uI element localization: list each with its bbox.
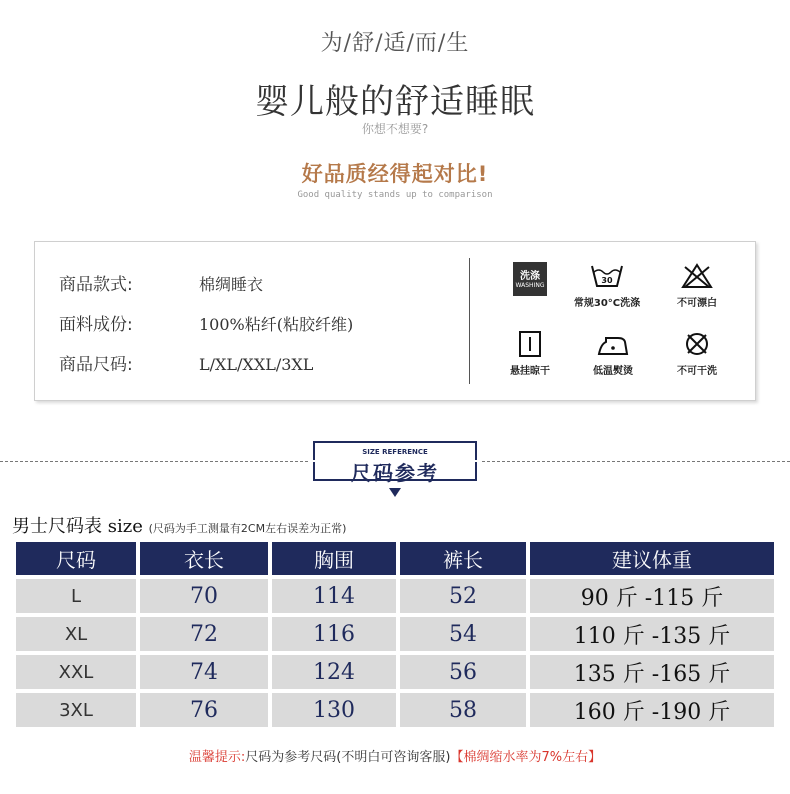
- table-cell: 90 斤 -115 斤: [530, 579, 774, 613]
- size-reference-title: 尺码参考: [351, 461, 439, 485]
- washing-en: WASHING: [515, 282, 545, 289]
- table-cell: XXL: [16, 655, 136, 689]
- care-label: 不可漂白: [677, 298, 717, 309]
- divider: [469, 258, 470, 384]
- product-row-style: [59, 270, 263, 295]
- table-cell: 52: [400, 579, 526, 613]
- table-cell: 72: [140, 617, 268, 651]
- care-item: [490, 330, 570, 377]
- table-cell: 58: [400, 693, 526, 727]
- care-item: [657, 262, 737, 309]
- quality-slogan: 好品质经得起对比!: [301, 162, 489, 186]
- column-header: 胸围: [272, 542, 396, 575]
- table-row: [16, 617, 774, 651]
- table-cell: 130: [272, 693, 396, 727]
- no-bleach-icon: [680, 262, 714, 290]
- question-text: 你想不想要?: [361, 122, 429, 136]
- product-label: 商品尺码:: [59, 355, 133, 375]
- washing-cn: 洗涤: [520, 271, 540, 282]
- dashed-divider-right: [482, 461, 790, 462]
- chart-note: (尺码为手工测量有2CM左右误差为正常): [148, 522, 347, 535]
- chart-title-en: size: [107, 516, 143, 537]
- product-label: 面料成份:: [59, 315, 133, 335]
- table-row: [16, 655, 774, 689]
- table-cell: 3XL: [16, 693, 136, 727]
- footer-shrink: 【棉绸缩水率为7%左右】: [450, 750, 602, 765]
- care-label: 常规30°C洗涤: [573, 298, 641, 309]
- table-cell: 124: [272, 655, 396, 689]
- care-item: [567, 262, 647, 309]
- table-cell: XL: [16, 617, 136, 651]
- chart-title-cn: 男士尺码表: [12, 516, 102, 537]
- low-iron-icon: [596, 330, 630, 358]
- table-cell: 114: [272, 579, 396, 613]
- care-label: 不可干洗: [677, 366, 717, 377]
- footer-hint: 温馨提示:: [188, 750, 246, 765]
- size-reference-en: SIZE REFERENCE: [362, 448, 428, 456]
- care-label: 悬挂晾干: [510, 366, 550, 377]
- table-cell: 76: [140, 693, 268, 727]
- down-arrow-icon: [389, 488, 401, 497]
- table-cell: 56: [400, 655, 526, 689]
- table-row: [16, 693, 774, 727]
- product-row-fabric: [59, 310, 353, 335]
- care-item: [573, 330, 653, 377]
- column-header: 尺码: [16, 542, 136, 575]
- column-header: 建议体重: [530, 542, 774, 575]
- product-info-box: [34, 241, 756, 401]
- footer-text: 尺码为参考尺码(不明白可咨询客服): [245, 750, 451, 765]
- headline: 婴儿般的舒适睡眠: [255, 82, 535, 122]
- wash-30-icon: [590, 262, 624, 290]
- table-cell: L: [16, 579, 136, 613]
- table-cell: 74: [140, 655, 268, 689]
- quality-slogan-en: Good quality stands up to comparison: [297, 190, 493, 200]
- washing-icon: [513, 262, 547, 296]
- care-wash-box: [490, 262, 570, 296]
- table-cell: 70: [140, 579, 268, 613]
- table-row: [16, 579, 774, 613]
- column-header: 裤长: [400, 542, 526, 575]
- table-cell: 54: [400, 617, 526, 651]
- table-header-row: [16, 542, 774, 575]
- dashed-divider-left: [0, 461, 308, 462]
- product-value: 棉绸睡衣: [199, 275, 264, 294]
- care-item: [657, 330, 737, 377]
- product-value: L/XL/XXL/3XL: [199, 355, 314, 374]
- size-chart-title: [12, 512, 346, 538]
- footer-note: [0, 746, 790, 765]
- table-cell: 116: [272, 617, 396, 651]
- size-table: [12, 538, 778, 731]
- product-label: 商品款式:: [59, 275, 133, 295]
- table-cell: 110 斤 -135 斤: [530, 617, 774, 651]
- column-header: 衣长: [140, 542, 268, 575]
- svg-text:30: 30: [601, 276, 613, 285]
- no-dry-clean-icon: [680, 330, 714, 358]
- product-row-size: [59, 350, 313, 375]
- table-cell: 160 斤 -190 斤: [530, 693, 774, 727]
- care-label: 低温熨烫: [593, 366, 633, 377]
- table-cell: 135 斤 -165 斤: [530, 655, 774, 689]
- product-value: 100%粘纤(粘胶纤维): [199, 315, 354, 334]
- tagline: 为/舒/适/而/生: [320, 31, 470, 56]
- hang-dry-icon: [513, 330, 547, 358]
